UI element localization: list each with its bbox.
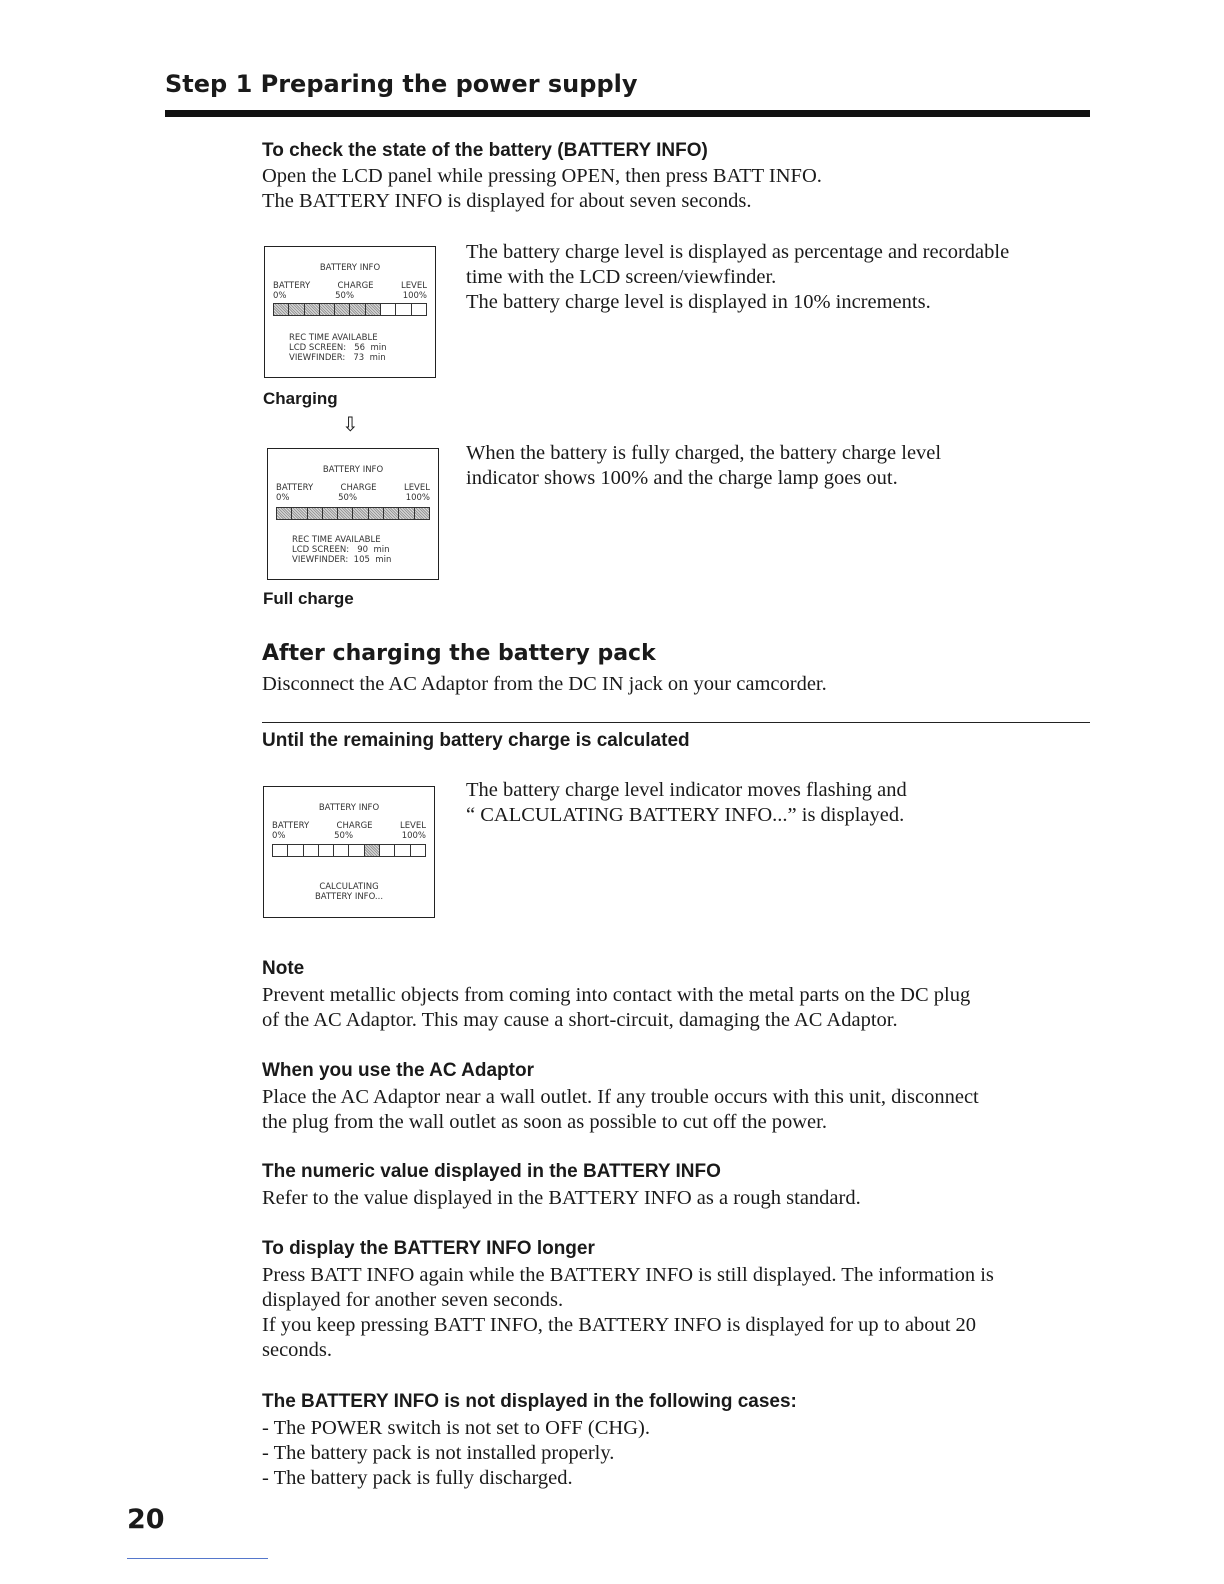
text-line: Press BATT INFO again while the BATTERY INFO is still displayed. The information is [262,1264,994,1286]
text-line: When the battery is fully charged, the battery charge level [466,442,942,464]
title-rule [165,110,1090,117]
lcd-label: LEVEL [403,483,430,493]
lcd-calculating-msg: CALCULATING [319,882,379,892]
lcd-full-display [267,448,439,580]
numeric-text: Refer to the value displayed in the BATTERY INFO as a rough standard. [262,1187,861,1209]
bar-segment [384,508,399,519]
lcd-calculating-msg: BATTERY INFO... [314,892,384,902]
page-title: Step 1 Preparing the power supply [165,70,638,98]
text-line: of the AC Adaptor. This may cause a short-circuit, damaging the AC Adaptor. [262,1009,898,1031]
lcd-label: LEVEL [399,821,426,831]
lcd-label: BATTERY [273,281,311,291]
lcd-screen-time: LCD SCREEN: 56 min [289,343,387,353]
bar-segment [369,508,384,519]
viewfinder-time: VIEWFINDER: 105 min [292,555,392,565]
lcd-title: BATTERY INFO [319,263,381,273]
bar-segment [305,304,320,315]
bar-segment [320,304,335,315]
list-item: - The battery pack is fully discharged. [262,1467,573,1489]
charge-level-bar [276,507,430,520]
lcd-label: BATTERY [276,483,314,493]
lcd-label: CHARGE [337,281,374,291]
text-line: The BATTERY INFO is displayed for about seven seconds. [262,190,752,212]
lcd-label: CHARGE [336,821,373,831]
check-heading: To check the state of the battery (BATTERY INFO) [262,140,708,161]
bar-segment [353,508,368,519]
bar-segment [412,304,426,315]
bar-segment [365,845,380,856]
after-heading: After charging the battery pack [262,641,656,666]
text-line: The battery charge level is displayed in 10% increments. [466,291,931,313]
lcd-label: 50% [335,291,355,301]
bar-segment [292,508,307,519]
bar-segment [338,508,353,519]
bar-segment [273,845,288,856]
bar-segment [308,508,323,519]
lcd-charging-display [264,246,436,378]
charge-level-bar [272,844,426,857]
lcd-label: 100% [401,831,426,841]
list-item: - The POWER switch is not set to OFF (CHG). [262,1417,650,1439]
bar-segment [415,508,429,519]
caption-charging: Charging [263,389,338,408]
bar-segment [334,845,349,856]
lcd-label: 100% [405,493,430,503]
longer-heading: To display the BATTERY INFO longer [262,1238,595,1259]
bar-segment [399,508,414,519]
bar-segment [349,845,364,856]
text-line: The battery charge level is displayed as percentage and recordable [466,241,1010,263]
down-arrow-icon: ⇩ [342,412,359,436]
lcd-label: BATTERY [272,821,310,831]
caption-full-charge: Full charge [263,589,354,608]
lcd-label: 50% [338,493,358,503]
lcd-label: 0% [272,831,286,841]
after-text: Disconnect the AC Adaptor from the DC IN jack on your camcorder. [262,673,827,695]
notdisp-list [262,1416,650,1491]
section-rule [262,722,1090,723]
note-text [262,983,970,1033]
lcd-label: CHARGE [340,483,377,493]
notdisp-heading: The BATTERY INFO is not displayed in the following cases: [262,1391,797,1412]
calc-text [466,778,907,828]
footer-rule [127,1558,268,1559]
charge-level-bar [273,303,427,316]
list-item: - The battery pack is not installed properly. [262,1442,615,1464]
bar-segment [380,845,395,856]
bar-segment [288,845,303,856]
viewfinder-time: VIEWFINDER: 73 min [289,353,386,363]
ac-text [262,1085,979,1135]
note-heading: Note [262,958,305,979]
bar-segment [319,845,334,856]
bar-segment [411,845,425,856]
text-line: the plug from the wall outlet as soon as possible to cut off the power. [262,1111,827,1133]
text-line: seconds. [262,1339,333,1361]
lcd-label: 0% [273,291,287,301]
lcd-rec-label: REC TIME AVAILABLE [292,535,381,545]
bar-segment [289,304,304,315]
lcd-calculating-display [263,786,435,918]
bar-segment [395,845,410,856]
lcd-title: BATTERY INFO [318,803,380,813]
lcd-title: BATTERY INFO [322,465,384,475]
text-line: If you keep pressing BATT INFO, the BATTERY INFO is displayed for up to about 20 [262,1314,977,1336]
bar-segment [323,508,338,519]
text-line: “ CALCULATING BATTERY INFO...” is displayed. [466,804,905,826]
lcd-label: 0% [276,493,290,503]
bar-segment [277,508,292,519]
numeric-heading: The numeric value displayed in the BATTERY INFO [262,1161,721,1182]
text-line: displayed for another seven seconds. [262,1289,564,1311]
bar-segment [304,845,319,856]
lcd-label: 100% [402,291,427,301]
bar-segment [396,304,411,315]
bar-segment [350,304,365,315]
check-text [262,164,822,214]
lcd-label: 50% [334,831,354,841]
calc-heading: Until the remaining battery charge is calculated [262,730,690,751]
ac-heading: When you use the AC Adaptor [262,1060,534,1081]
text-line: Open the LCD panel while pressing OPEN, then press BATT INFO. [262,165,822,187]
charging-text [466,240,1009,315]
text-line: Place the AC Adaptor near a wall outlet. If any trouble occurs with this unit, disconnect [262,1086,979,1108]
text-line: indicator shows 100% and the charge lamp goes out. [466,467,898,489]
bar-segment [274,304,289,315]
lcd-screen-time: LCD SCREEN: 90 min [292,545,390,555]
page-number: 20 [127,1504,165,1535]
bar-segment [335,304,350,315]
bar-segment [381,304,396,315]
lcd-label: LEVEL [400,281,427,291]
bar-segment [366,304,381,315]
text-line: The battery charge level indicator moves flashing and [466,779,907,801]
text-line: time with the LCD screen/viewfinder. [466,266,777,288]
longer-text [262,1263,994,1363]
full-text [466,441,941,491]
text-line: Prevent metallic objects from coming into contact with the metal parts on the DC plug [262,984,971,1006]
lcd-rec-label: REC TIME AVAILABLE [289,333,378,343]
